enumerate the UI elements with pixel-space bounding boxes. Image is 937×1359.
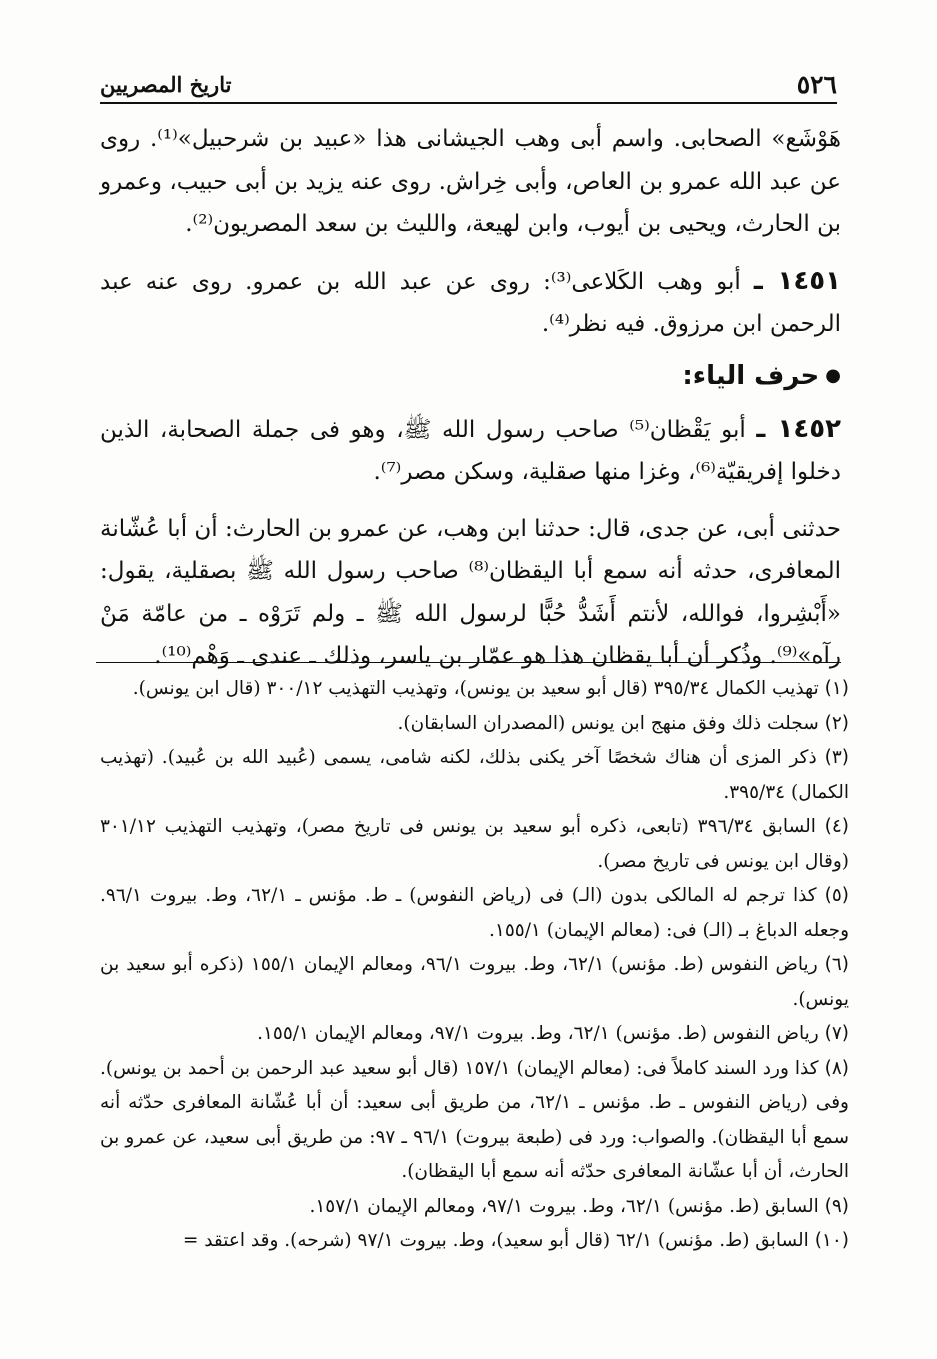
footnote bbox=[100, 879, 849, 948]
bullet-icon: ● bbox=[825, 364, 841, 386]
footnote-number: (٣) bbox=[824, 747, 849, 768]
footnote-text: كذا ترجم له المالكى بدون (الـ) فى (رياض النفوس) ـ ط. مؤنس ـ ٦٢/١، وط. بيروت ٩٦/١. وجعله الدباغ بـ (الـ) فى: (معالم الإيمان) ١٥٥/١. bbox=[100, 885, 849, 941]
footnote-separator bbox=[96, 662, 841, 663]
footnote-text: تهذيب الكمال ٣٩٥/٣٤ (قال أبو سعيد بن يونس)، وتهذيب التهذيب ٣٠٠/١٢ (قال ابن يونس). bbox=[132, 678, 819, 699]
footnote bbox=[100, 948, 849, 1017]
footnote bbox=[100, 1224, 849, 1259]
footnote bbox=[100, 741, 849, 810]
footnote-text: السابق ٣٩٦/٣٤ (تابعى، ذكره أبو سعيد بن يونس فى تاريخ مصر)، وتهذيب التهذيب ٣٠١/١٢ (وقال ابن يونس فى تاريخ مصر). bbox=[100, 816, 849, 872]
entry-1451 bbox=[100, 260, 841, 346]
footnote-text: ذكر المزى أن هناك شخصًا آخر يكنى بذلك، لكنه شامى، يسمى (عُبيد الله بن عُبيد). (تهذيب الكمال) ٣٩٥/٣٤. bbox=[100, 747, 849, 803]
running-title: تاريخ المصريين bbox=[100, 72, 232, 97]
page-number: ٥٢٦ bbox=[796, 70, 837, 99]
section-heading bbox=[100, 354, 841, 398]
footnote-text: سجلت ذلك وفق منهج ابن يونس (المصدران السابقان). bbox=[397, 712, 819, 734]
footnote-number: (٦) bbox=[824, 954, 849, 975]
entry-number: ١٤٥١ ـ bbox=[753, 265, 842, 296]
footnote-number: (٥) bbox=[824, 885, 849, 906]
footnote bbox=[100, 1017, 849, 1052]
footnote-text: السابق (ط. مؤنس) ٦٢/١ (قال أبو سعيد)، وط. بيروت ٩٧/١ (شرحه). وقد اعتقد = bbox=[182, 1230, 809, 1251]
footnote-number: (٤) bbox=[824, 816, 849, 837]
footnote-number: (١) bbox=[824, 678, 849, 699]
footnote-text: كذا ورد السند كاملاً فى: (معالم الإيمان) ١٥٧/١ (قال أبو سعيد عبد الرحمن بن أحمد بن يونس). وفى (رياض النفوس ـ ط. مؤنس ـ ٦٢/١، من طريق أبى سعيد: أن أبا عُشّانة المعافرى حدّثه أنه سمع أبا اليقظان). والصواب: ورد فى (طبعة بيروت) ٩٦/١ ـ ٩٧: من طريق أبى سعيد، عن عمرو بن الحارث، أن أبا عشّانة المعافرى حدّثه أنه سمع أبا اليقظان). bbox=[100, 1057, 849, 1182]
entry-1452 bbox=[100, 408, 841, 494]
footnotes bbox=[100, 672, 849, 1259]
footnote bbox=[100, 1052, 849, 1190]
footnote-text: السابق (ط. مؤنس) ٦٢/١، وط. بيروت ٩٧/١، ومعالم الإيمان ١٥٧/١. bbox=[309, 1195, 819, 1217]
page-header bbox=[100, 64, 837, 104]
footnote-number: (٧) bbox=[824, 1023, 849, 1044]
footnote-number: (٢) bbox=[824, 712, 849, 734]
entry-text: أبو وهب الكَلاعى⁽³⁾: روى عن عبد الله بن عمرو. روى عنه عبد الرحمن ابن مرزوق. فيه نظر⁽⁴⁾. bbox=[100, 268, 841, 337]
footnote-number: (١٠) bbox=[814, 1230, 849, 1251]
entry-number: ١٤٥٢ ـ bbox=[756, 413, 841, 444]
paragraph-continuation: هَوْشَع» الصحابى. واسم أبى وهب الجيشانى هذا «عبيد بن شرحبيل»⁽¹⁾. روى عن عبد الله عمرو بن العاص، وأبى خِراش. روى عنه يزيد بن أبى حبيب، وعمرو بن الحارث، ويحيى بن أيوب، وابن لهيعة، والليث بن سعد المصريون⁽²⁾. bbox=[100, 126, 841, 237]
footnote bbox=[100, 1190, 849, 1225]
footnote bbox=[100, 810, 849, 879]
footnote-number: (٨) bbox=[824, 1057, 849, 1079]
main-text bbox=[100, 118, 841, 678]
footnote bbox=[100, 672, 849, 707]
entry-text: أبو يَقْظان⁽⁵⁾ صاحب رسول الله ﷺ، وهو فى جملة الصحابة، الذين دخلوا إفريقيّة⁽⁶⁾، وغزا منها صقلية، وسكن مصر⁽⁷⁾. bbox=[100, 416, 841, 485]
section-heading-text: حرف الياء: bbox=[682, 360, 820, 391]
footnote-text: رياض النفوس (ط. مؤنس) ٦٢/١، وط. بيروت ٩٦/١، ومعالم الإيمان ١٥٥/١ (ذكره أبو سعيد بن يونس). bbox=[100, 954, 849, 1010]
footnote-text: رياض النفوس (ط. مؤنس) ٦٢/١، وط. بيروت ٩٧/١، ومعالم الإيمان ١٥٥/١. bbox=[257, 1023, 819, 1044]
footnote-number: (٩) bbox=[824, 1195, 849, 1217]
paragraph-hadith: حدثنى أبى، عن جدى، قال: حدثنا ابن وهب، عن عمرو بن الحارث: أن أبا عُشّانة المعافرى، حدثه أنه سمع أبا اليقظان⁽⁸⁾ صاحب رسول الله ﷺ بصقلية، يقول: «أَبْشِروا، فوالله، لأنتم أَشَدُّ حُبًّا لرسول الله ﷺ ـ ولم تَرَوْه ـ من عامّة مَنْ رآه»⁽⁹⁾. وذُكر أن أبا يقظان هذا هو عمّار بن ياسر، وذلك ـ عندى ـ وَهْم⁽¹⁰⁾. bbox=[100, 515, 841, 669]
footnote bbox=[100, 707, 849, 742]
